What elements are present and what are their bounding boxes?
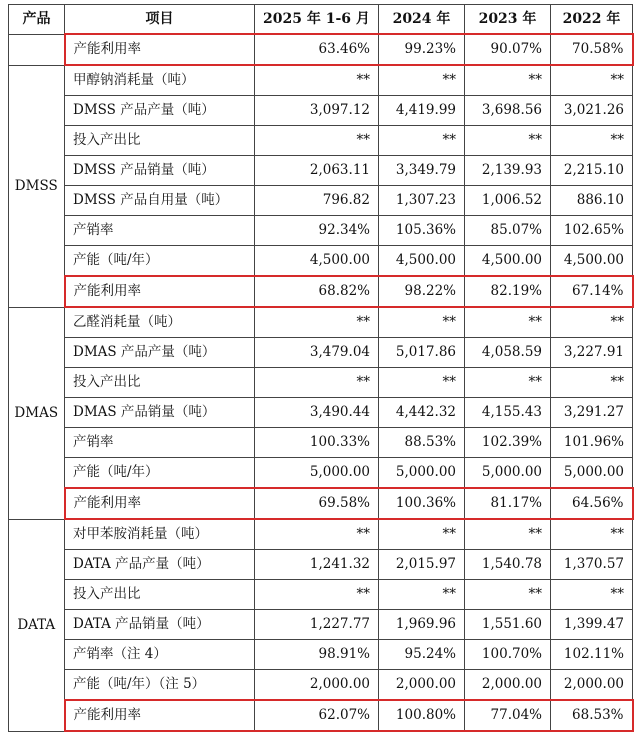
table-row: [9, 186, 633, 216]
value-cell: 95.24%: [379, 640, 465, 670]
value-cell: 68.53%: [551, 700, 633, 731]
value-cell: 102.39%: [465, 428, 551, 458]
value-cell: 1,241.32: [255, 550, 379, 580]
table-row: [9, 216, 633, 246]
value-cell: **: [465, 368, 551, 398]
table-row: [9, 156, 633, 186]
value-cell: 4,500.00: [255, 246, 379, 277]
value-cell: 4,155.43: [465, 398, 551, 428]
header-row: [9, 5, 633, 35]
table-row: [9, 96, 633, 126]
value-cell: **: [551, 65, 633, 96]
value-cell: 5,000.00: [255, 458, 379, 489]
value-cell: 100.70%: [465, 640, 551, 670]
value-cell: 3,698.56: [465, 96, 551, 126]
value-cell: 82.19%: [465, 276, 551, 307]
value-cell: 98.22%: [379, 276, 465, 307]
item-cell: 对甲苯胺消耗量（吨）: [65, 519, 255, 550]
table-row: [9, 307, 633, 338]
value-cell: 3,021.26: [551, 96, 633, 126]
value-cell: 68.82%: [255, 276, 379, 307]
value-cell: 5,000.00: [551, 458, 633, 489]
product-cell: DMSS: [9, 65, 65, 307]
value-cell: 4,058.59: [465, 338, 551, 368]
value-cell: **: [465, 65, 551, 96]
value-cell: 4,500.00: [465, 246, 551, 277]
item-cell: 产能（吨/年）: [65, 246, 255, 277]
value-cell: 102.65%: [551, 216, 633, 246]
value-cell: **: [551, 368, 633, 398]
value-cell: **: [379, 368, 465, 398]
header-2024: 2024 年: [379, 5, 465, 35]
item-cell: 产能（吨/年）: [65, 458, 255, 489]
header-2022: 2022 年: [551, 5, 633, 35]
value-cell: **: [379, 126, 465, 156]
header-2025h1: 2025 年 1-6 月: [255, 5, 379, 35]
value-cell: 100.33%: [255, 428, 379, 458]
value-cell: 3,291.27: [551, 398, 633, 428]
value-cell: 796.82: [255, 186, 379, 216]
table-row-highlighted: [9, 488, 633, 519]
table-row: [9, 246, 633, 277]
table-row-highlighted: [9, 34, 633, 65]
value-cell: 3,227.91: [551, 338, 633, 368]
value-cell: 1,540.78: [465, 550, 551, 580]
value-cell: **: [465, 307, 551, 338]
value-cell: 1,006.52: [465, 186, 551, 216]
value-cell: 2,000.00: [379, 670, 465, 701]
value-cell: **: [379, 307, 465, 338]
value-cell: **: [255, 519, 379, 550]
table-row: [9, 65, 633, 96]
value-cell: **: [551, 126, 633, 156]
header-item: 项目: [65, 5, 255, 35]
item-cell: 投入产出比: [65, 580, 255, 610]
table-row: [9, 580, 633, 610]
value-cell: 63.46%: [255, 34, 379, 65]
value-cell: 88.53%: [379, 428, 465, 458]
header-product: 产品: [9, 5, 65, 35]
value-cell: 77.04%: [465, 700, 551, 731]
value-cell: 5,017.86: [379, 338, 465, 368]
item-cell: 产能利用率: [65, 700, 255, 731]
item-cell: 产能利用率: [65, 488, 255, 519]
product-cell: DMAS: [9, 307, 65, 519]
value-cell: 1,227.77: [255, 610, 379, 640]
value-cell: **: [255, 368, 379, 398]
item-cell: DMAS 产品产量（吨）: [65, 338, 255, 368]
item-cell: 产销率: [65, 428, 255, 458]
value-cell: 100.36%: [379, 488, 465, 519]
table-row: [9, 640, 633, 670]
value-cell: 2,000.00: [465, 670, 551, 701]
value-cell: 5,000.00: [465, 458, 551, 489]
value-cell: 4,442.32: [379, 398, 465, 428]
table-row: [9, 428, 633, 458]
item-cell: 产能利用率: [65, 276, 255, 307]
value-cell: **: [379, 65, 465, 96]
value-cell: **: [255, 126, 379, 156]
item-cell: DMSS 产品销量（吨）: [65, 156, 255, 186]
value-cell: **: [379, 519, 465, 550]
value-cell: **: [551, 519, 633, 550]
item-cell: 产销率（注 4）: [65, 640, 255, 670]
item-cell: 产销率: [65, 216, 255, 246]
value-cell: 90.07%: [465, 34, 551, 65]
item-cell: 投入产出比: [65, 126, 255, 156]
value-cell: 2,000.00: [551, 670, 633, 701]
value-cell: 2,063.11: [255, 156, 379, 186]
capacity-table: [8, 4, 634, 732]
value-cell: 85.07%: [465, 216, 551, 246]
value-cell: **: [379, 580, 465, 610]
table-body: [9, 34, 633, 731]
value-cell: 62.07%: [255, 700, 379, 731]
item-cell: 投入产出比: [65, 368, 255, 398]
value-cell: 3,349.79: [379, 156, 465, 186]
value-cell: 70.58%: [551, 34, 633, 65]
item-cell: DMAS 产品销量（吨）: [65, 398, 255, 428]
item-cell: DATA 产品产量（吨）: [65, 550, 255, 580]
value-cell: 4,500.00: [379, 246, 465, 277]
item-cell: 产能（吨/年）（注 5）: [65, 670, 255, 701]
table-row: [9, 368, 633, 398]
value-cell: 4,500.00: [551, 246, 633, 277]
value-cell: 1,307.23: [379, 186, 465, 216]
value-cell: **: [255, 580, 379, 610]
value-cell: 2,215.10: [551, 156, 633, 186]
value-cell: 2,000.00: [255, 670, 379, 701]
value-cell: 100.80%: [379, 700, 465, 731]
value-cell: **: [255, 65, 379, 96]
value-cell: 1,551.60: [465, 610, 551, 640]
value-cell: 886.10: [551, 186, 633, 216]
value-cell: **: [255, 307, 379, 338]
value-cell: 102.11%: [551, 640, 633, 670]
value-cell: 64.56%: [551, 488, 633, 519]
table-row: [9, 126, 633, 156]
value-cell: 4,419.99: [379, 96, 465, 126]
table-row: [9, 550, 633, 580]
table-row: [9, 519, 633, 550]
product-cell: DATA: [9, 519, 65, 731]
product-cell: [9, 34, 65, 65]
value-cell: **: [465, 519, 551, 550]
item-cell: 乙醛消耗量（吨）: [65, 307, 255, 338]
value-cell: **: [551, 307, 633, 338]
table-row: [9, 670, 633, 701]
item-cell: 产能利用率: [65, 34, 255, 65]
value-cell: 69.58%: [255, 488, 379, 519]
table-row-highlighted: [9, 276, 633, 307]
value-cell: 3,097.12: [255, 96, 379, 126]
value-cell: 3,490.44: [255, 398, 379, 428]
value-cell: **: [465, 126, 551, 156]
table-row: [9, 610, 633, 640]
item-cell: DATA 产品销量（吨）: [65, 610, 255, 640]
item-cell: DMSS 产品产量（吨）: [65, 96, 255, 126]
table-row: [9, 338, 633, 368]
value-cell: 1,969.96: [379, 610, 465, 640]
value-cell: 92.34%: [255, 216, 379, 246]
value-cell: 1,370.57: [551, 550, 633, 580]
value-cell: 2,015.97: [379, 550, 465, 580]
table-row-highlighted: [9, 700, 633, 731]
header-2023: 2023 年: [465, 5, 551, 35]
value-cell: 98.91%: [255, 640, 379, 670]
value-cell: 105.36%: [379, 216, 465, 246]
table-row: [9, 398, 633, 428]
value-cell: 81.17%: [465, 488, 551, 519]
item-cell: DMSS 产品自用量（吨）: [65, 186, 255, 216]
item-cell: 甲醇钠消耗量（吨）: [65, 65, 255, 96]
value-cell: 5,000.00: [379, 458, 465, 489]
value-cell: **: [551, 580, 633, 610]
value-cell: 101.96%: [551, 428, 633, 458]
value-cell: 3,479.04: [255, 338, 379, 368]
value-cell: 2,139.93: [465, 156, 551, 186]
value-cell: 99.23%: [379, 34, 465, 65]
table-row: [9, 458, 633, 489]
value-cell: 1,399.47: [551, 610, 633, 640]
value-cell: 67.14%: [551, 276, 633, 307]
value-cell: **: [465, 580, 551, 610]
